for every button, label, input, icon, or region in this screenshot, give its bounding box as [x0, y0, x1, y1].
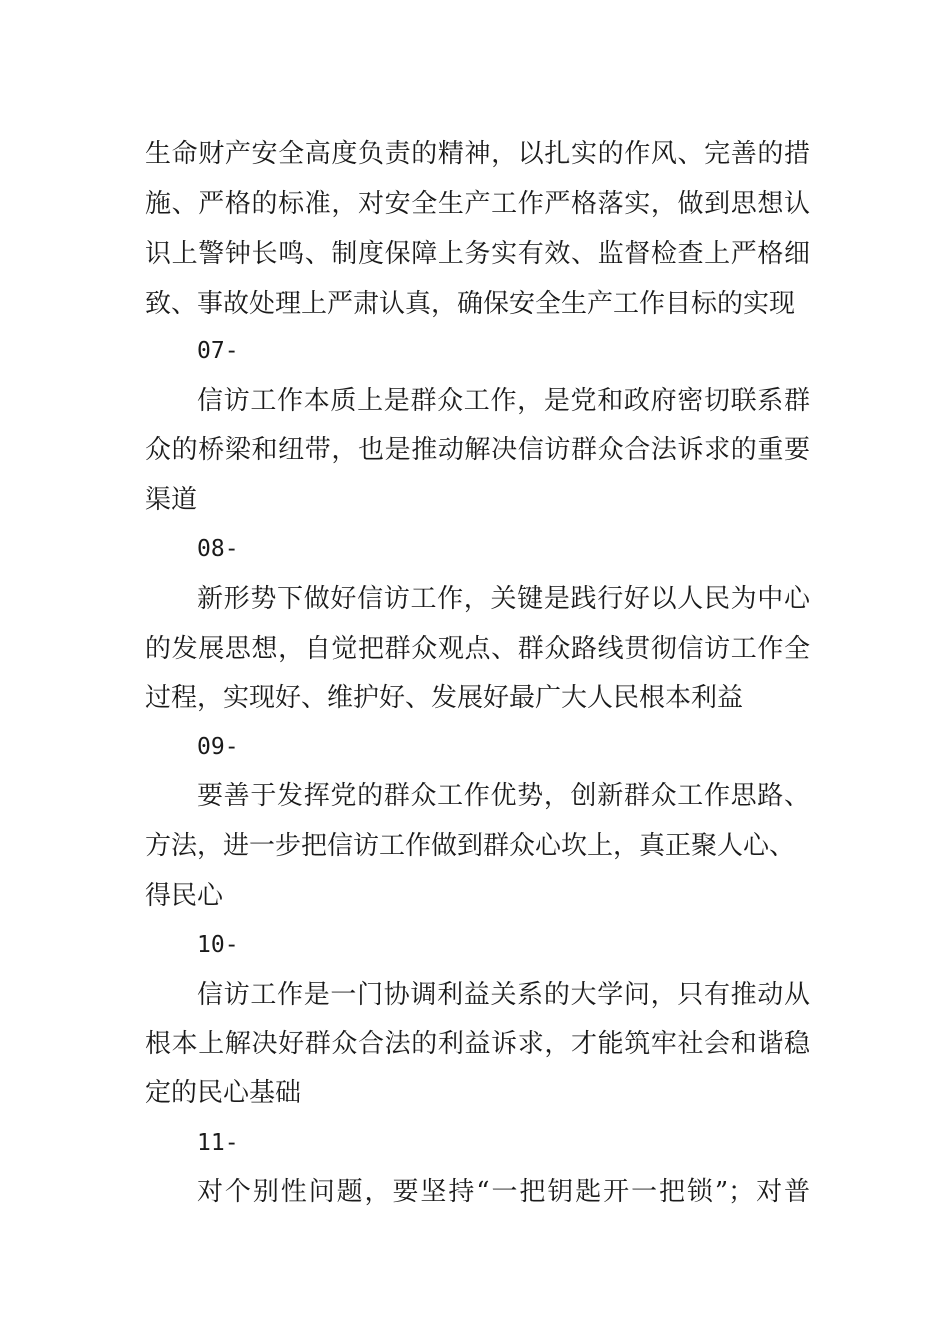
item-number: 10- [197, 932, 239, 958]
item-number: 09- [197, 734, 239, 760]
item-number: 11- [197, 1130, 239, 1156]
paragraph-line: 的发展思想，自觉把群众观点、群众路线贯彻信访工作全 [145, 634, 810, 664]
paragraph-line: 方法，进一步把信访工作做到群众心坎上，真正聚人心、 [145, 831, 796, 861]
item-number: 07- [197, 338, 239, 364]
paragraph-line: 要善于发挥党的群众工作优势，创新群众工作思路、 [197, 781, 810, 811]
paragraph-line: 信访工作是一门协调利益关系的大学问，只有推动从 [197, 980, 810, 1010]
paragraph-line: 定的民心基础 [145, 1078, 302, 1108]
paragraph-line: 众的桥梁和纽带，也是推动解决信访群众合法诉求的重要 [145, 435, 810, 465]
paragraph-line: 识上警钟长鸣、制度保障上务实有效、监督检查上严格细 [145, 239, 810, 269]
paragraph-line: 信访工作本质上是群众工作，是党和政府密切联系群 [197, 386, 810, 416]
paragraph-line: 致、事故处理上严肃认真，确保安全生产工作目标的实现 [145, 289, 796, 319]
paragraph-line: 过程，实现好、维护好、发展好最广大人民根本利益 [145, 683, 744, 713]
paragraph-line: 新形势下做好信访工作，关键是践行好以人民为中心 [197, 584, 810, 614]
paragraph-line: 根本上解决好群众合法的利益诉求，才能筑牢社会和谐稳 [145, 1029, 810, 1059]
paragraph-line: 渠道 [145, 485, 198, 515]
paragraph-line: 对个别性问题，要坚持“一把钥匙开一把锁”；对普 [197, 1177, 810, 1207]
paragraph-line: 得民心 [145, 881, 224, 911]
paragraph-line: 施、严格的标准，对安全生产工作严格落实，做到思想认 [145, 189, 810, 219]
paragraph-line: 生命财产安全高度负责的精神，以扎实的作风、完善的措 [145, 139, 810, 169]
item-number: 08- [197, 536, 239, 562]
